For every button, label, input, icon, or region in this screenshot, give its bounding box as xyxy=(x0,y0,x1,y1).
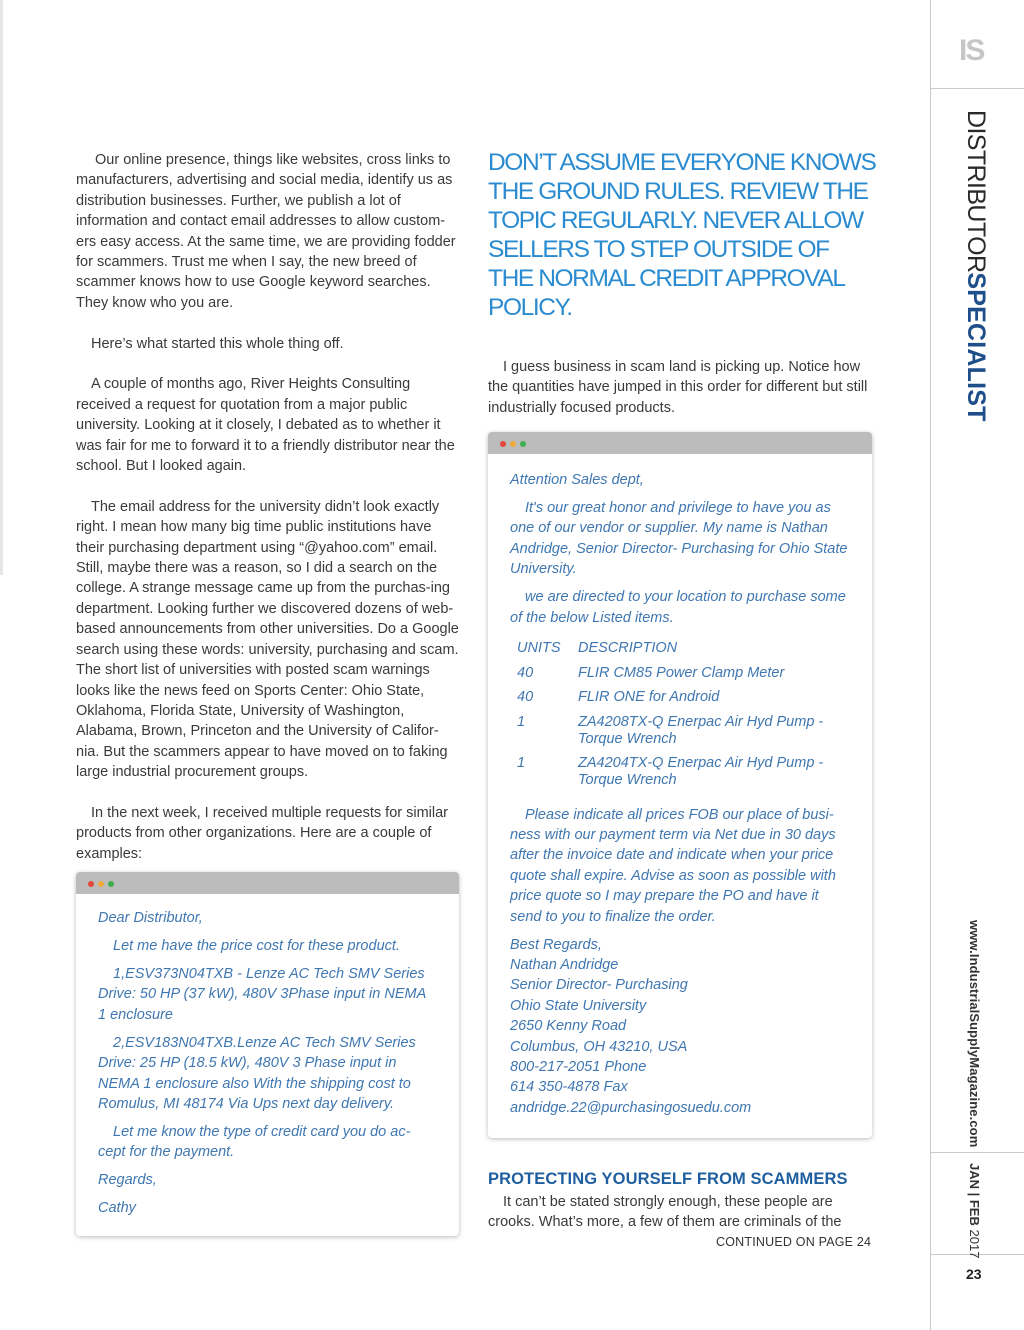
email-2-greeting: Attention Sales dept, xyxy=(510,472,644,488)
left-column xyxy=(76,150,460,864)
minimize-dot-icon xyxy=(98,881,104,887)
email-1-line-2: 1,ESV373N04TXB - Lenze AC Tech SMV Series Drive: 50 HP (37 kW), 480V 3Phase input in NEMA 1 enclosure xyxy=(98,966,426,1023)
table-cell-description: ZA4204TX-Q Enerpac Air Hyd Pump - Torque Wrench xyxy=(578,755,824,789)
right-column xyxy=(488,357,874,418)
email-2-paragraph-3: Please indicate all prices FOB our place of busi-ness with our payment term via Net due in 30 days after the invoice date and indicate when your price quote shall expire. Advise as soon as possible with price quote so I may prepare the PO and have it send to you to finalize the order. xyxy=(510,806,836,925)
table-row xyxy=(510,689,850,714)
table-cell-description: FLIR ONE for Android xyxy=(578,689,720,706)
email-2-sig-phone: 800-217-2051 Phone xyxy=(510,1059,647,1075)
units-table xyxy=(510,640,850,797)
issue-months: JAN | FEB xyxy=(967,1163,982,1226)
page-number: 23 xyxy=(966,1266,982,1282)
table-header-units: UNITS xyxy=(517,640,561,657)
close-dot-icon xyxy=(500,441,506,447)
magazine-url: www.IndustrialSupplyMagazine.com xyxy=(967,920,982,1148)
email-2-paragraph-2: we are directed to your location to purchase some of the below Listed items. xyxy=(510,589,846,626)
email-example-2 xyxy=(488,432,872,1138)
rail-divider xyxy=(930,0,931,1330)
section-brand xyxy=(962,110,990,422)
paragraph-scam-land: I guess business in scam land is picking up. Notice how the quantities have jumped in this order for different but still industrially focused products. xyxy=(488,359,868,416)
email-2-paragraph-1: It's our great honor and privilege to have you as one of our vendor or supplier. My name is Nathan Andridge, Senior Director- Purchasing for Ohio State University. xyxy=(510,500,848,578)
email-2-sig-address: 2650 Kenny Road xyxy=(510,1018,627,1035)
section-heading: PROTECTING YOURSELF FROM SCAMMERS xyxy=(488,1170,848,1188)
maximize-dot-icon xyxy=(520,441,526,447)
section-body: It can’t be stated strongly enough, these people are crooks. What’s more, a few of them are criminals of the xyxy=(488,1194,842,1231)
email-1-greeting: Dear Distributor, xyxy=(98,910,203,926)
table-row xyxy=(510,714,850,756)
issue-year: 2017 xyxy=(967,1229,982,1259)
email-2-sig-city: Columbus, OH 43210, USA xyxy=(510,1038,688,1055)
rail-rule-issue xyxy=(931,1152,1024,1153)
brand-specialist: SPECIALIST xyxy=(962,272,990,422)
table-row xyxy=(510,665,850,690)
email-1-line-3: 2,ESV183N04TXB.Lenze AC Tech SMV Series Drive: 25 HP (18.5 kW), 480V 3 Phase input in NEMA 1 enclosure also With the shipping cost to Romulus, MI 48174 Via Ups next day delivery. xyxy=(98,1034,416,1113)
table-cell-units: 1 xyxy=(517,713,526,730)
magazine-logo: IS xyxy=(959,34,984,67)
paragraph-next-week: In the next week, I received multiple requests for similar products from other organizations. Here are a couple of examples: xyxy=(76,804,449,862)
maximize-dot-icon xyxy=(108,881,114,887)
table-cell-units: 40 xyxy=(517,664,534,681)
email-2-sig-email: andridge.22@purchasingosuedu.com xyxy=(510,1099,752,1116)
email-1-signature: Cathy xyxy=(98,1200,136,1217)
rail-rule-top xyxy=(931,88,1024,89)
paragraph-couple-months: A couple of months ago, River Heights Consulting received a request for quotation from a major public university. Looking at it closely, I debated as to whether it was fair for me to forward it to a friendly distributor near the school. But I looked again. xyxy=(76,376,455,475)
continued-note: CONTINUED ON PAGE 24 xyxy=(716,1235,872,1249)
email-2-body xyxy=(488,454,872,1132)
window-title-bar xyxy=(488,432,872,454)
minimize-dot-icon xyxy=(510,441,516,447)
table-cell-description: FLIR CM85 Power Clamp Meter xyxy=(578,664,785,681)
table-cell-units: 40 xyxy=(517,689,534,706)
email-2-sig-org: Ohio State University xyxy=(510,997,647,1014)
table-row xyxy=(510,755,850,797)
email-example-1 xyxy=(76,872,459,1236)
paragraph-email-address: The email address for the university didn’t look exactly right. I mean how many big time public institutions have their purchasing department using “@yahoo.com” email. Still, maybe there was a reason, so I did a search on the college. A strange message came up from the purchas-ing department. Looking further we discovered dozens of web-based announcements from other universities. Do a Google search using these words: university, purchasing and scam. The short list of universities with posted scam warnings looks like the news feed on Sports Center: Ohio State, Oklahoma, Florida State, University of Washington, Alabama, Brown, Princeton and the University of Califor-nia. But the scammers appear to have moved on to faking large industrial procurement groups. xyxy=(76,498,459,781)
brand-distributor: DISTRIBUTOR xyxy=(962,110,990,273)
issue-date xyxy=(966,1163,982,1258)
page-edge-line xyxy=(0,0,3,575)
close-dot-icon xyxy=(88,881,94,887)
window-title-bar xyxy=(76,872,459,894)
email-2-closing: Best Regards, xyxy=(510,936,602,953)
email-2-sig-title: Senior Director- Purchasing xyxy=(510,977,688,994)
table-header-description: DESCRIPTION xyxy=(578,640,678,657)
pull-quote: DON’T ASSUME EVERYONE KNOWS THE GROUND RULES. REVIEW THE TOPIC REGULARLY. NEVER ALLOW SELLERS TO STEP OUTSIDE OF THE NORMAL CREDIT APPROVAL POLICY. xyxy=(488,149,876,321)
table-header-row xyxy=(510,640,850,665)
paragraph-online-presence: Our online presence, things like websites, cross links to manufacturers, advertising and social media, identify us as distribution businesses. Further, we publish a lot of information and contact email addresses to allow custom-ers easy access. At the same time, we are providing fodder for scammers. Trust me when I say, the new breed of scammer knows how to use Google keyword searches. They know who you are. xyxy=(76,152,456,311)
table-cell-units: 1 xyxy=(517,755,526,772)
email-1-body xyxy=(76,894,459,1236)
email-2-sig-name: Nathan Andridge xyxy=(510,956,619,973)
email-2-signature-block xyxy=(510,935,850,1119)
email-2-sig-fax: 614 350-4878 Fax xyxy=(510,1079,628,1096)
email-1-closing: Regards, xyxy=(98,1172,157,1189)
email-1-line-1: Let me have the price cost for these product. xyxy=(113,938,400,954)
email-1-line-4: Let me know the type of credit card you do ac-cept for the payment. xyxy=(98,1124,411,1161)
paragraph-started: Here’s what started this whole thing off. xyxy=(91,335,344,352)
table-cell-description: ZA4208TX-Q Enerpac Air Hyd Pump - Torque Wrench xyxy=(578,713,824,747)
